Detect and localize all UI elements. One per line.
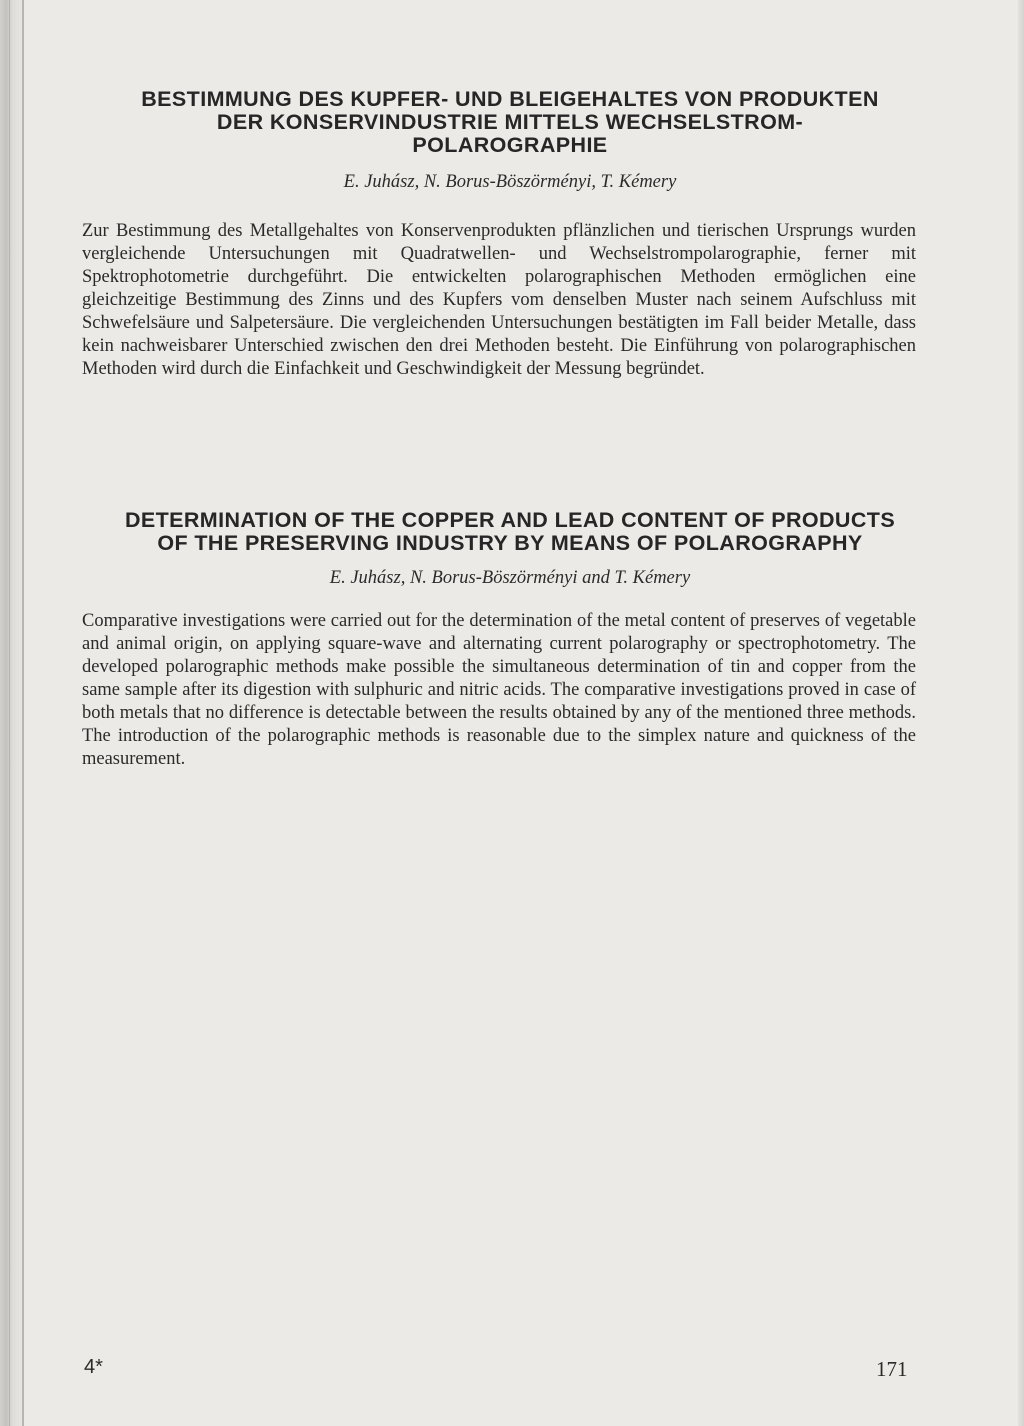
german-abstract: Zur Bestimmung des Metallgehaltes von Konservenprodukten pflänzlichen und tierischen Ursprungs wurden vergleichende Untersuchungen mit Quadratwellen- und Wechselstrompolarographie, ferner mit Spektrophotometrie durchgeführt. Die entwickelten polarographischen Methoden ermöglichen eine gleichzeitige Bestimmung des Zinns und des Kupfers vom denselben Muster nach seinem Aufschluss mit Schwefelsäure und Salpetersäure. Die vergleichenden Untersuchungen bestätigten im Fall beider Metalle, dass kein nachweisbarer Unterschied zwischen den drei Methoden besteht. Die Einführung von polarographischen Methoden wird durch die Einfachkeit und Geschwindigkeit der Messung begründet. <box>82 221 916 379</box>
signature-mark: 4* <box>84 1356 103 1378</box>
page-number: 171 <box>876 1357 908 1381</box>
spine-edge-line <box>22 0 24 1426</box>
spine-crease <box>9 0 10 1426</box>
german-title <box>60 88 960 157</box>
german-title-line-1: BESTIMMUNG DES KUPFER- UND BLEIGEHALTES VON PRODUKTEN <box>141 87 879 111</box>
english-title-line-1: DETERMINATION OF THE COPPER AND LEAD CONTENT OF PRODUCTS <box>124 508 896 532</box>
book-spine-shadow <box>0 0 22 1426</box>
english-authors: E. Juhász, N. Borus-Böszörményi and T. Kémery <box>329 568 691 588</box>
english-title <box>60 509 960 555</box>
german-title-line-2: DER KONSERVINDUSTRIE MITTELS WECHSELSTROM- <box>216 110 804 134</box>
german-title-line-3: POLAROGRAPHIE <box>412 133 608 157</box>
english-abstract: Comparative investigations were carried out for the determination of the metal content of preserves of vegetable and animal origin, on applying square-wave and alternating current polarography or spectrophotometry. The developed polarographic methods make possible the simultaneous determination of tin and copper from the same sample after its digestion with sulphuric and nitric acids. The comparative investigations proved in case of both metals that no difference is detectable between the results obtained by any of the mentioned three methods. The introduction of the polarographic methods is reasonable due to the simplex nature and quickness of the measurement. <box>82 611 916 769</box>
german-authors: E. Juhász, N. Borus-Böszörményi, T. Kémery <box>343 172 677 192</box>
english-title-line-2: OF THE PRESERVING INDUSTRY BY MEANS OF POLAROGRAPHY <box>157 531 863 555</box>
page-right-edge <box>1018 0 1024 1426</box>
